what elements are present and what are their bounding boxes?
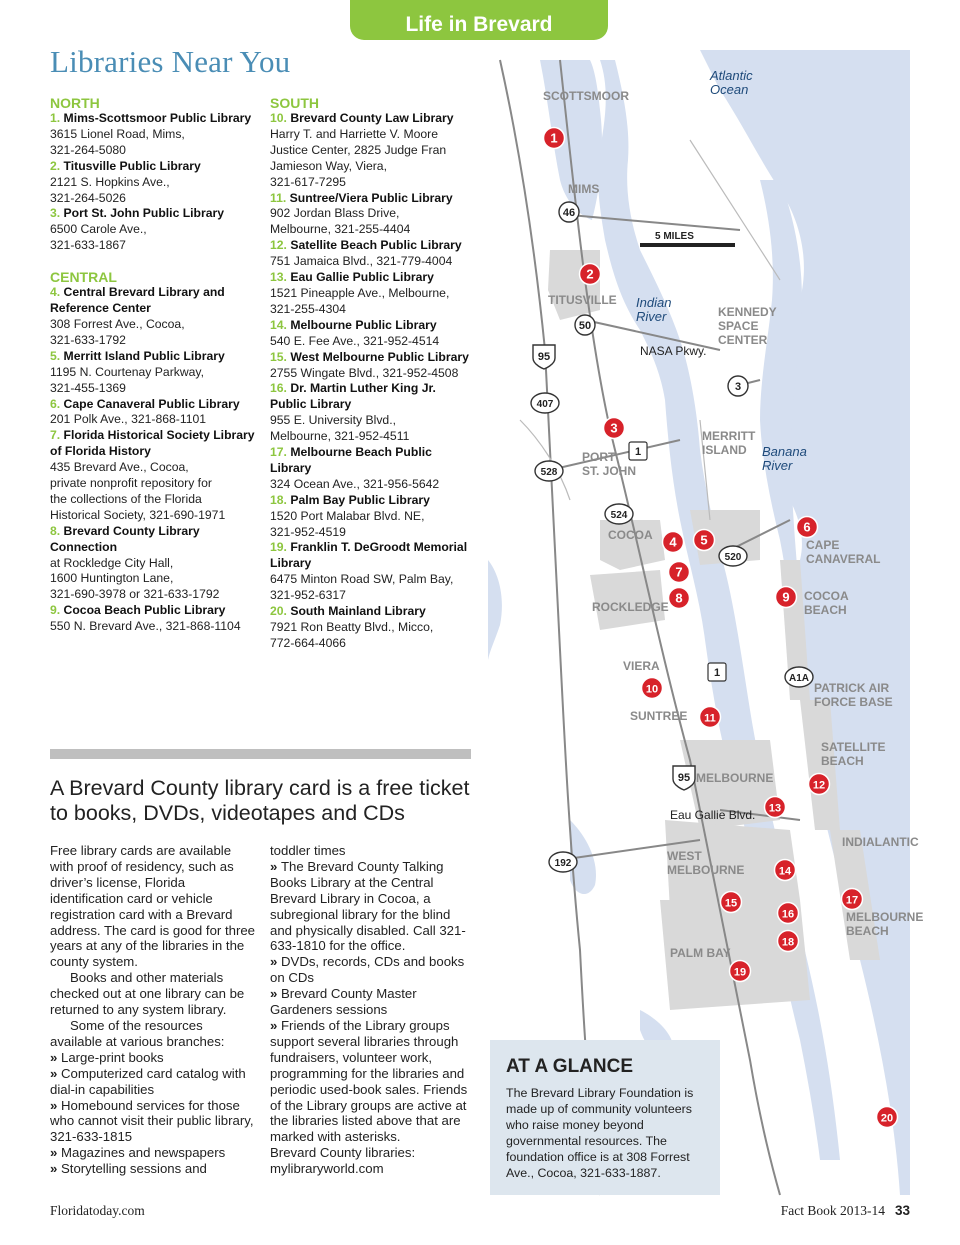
library-title: Cocoa Beach Public Library (60, 603, 226, 618)
library-detail: 321-264-5026 (50, 190, 126, 205)
library-name (270, 318, 475, 334)
route-shield (785, 667, 813, 687)
label-scale: 5 MILES (655, 231, 694, 242)
library-marker (663, 532, 684, 553)
route-shield (559, 202, 579, 222)
library-name (270, 381, 475, 413)
library-marker (642, 678, 663, 699)
svg-text:9: 9 (782, 589, 790, 605)
library-name (50, 206, 255, 222)
library-detail: Historical Society, 321-690-1971 (50, 507, 226, 522)
library-detail: Melbourne, 321-255-4404 (270, 222, 411, 237)
library-title: Central Brevard Library and Reference Center (50, 285, 225, 316)
paragraph-text: DVDs, records, CDs and books on CDs (270, 954, 465, 986)
library-detail: 308 Forrest Ave., Cocoa, (50, 316, 185, 331)
library-entry (50, 397, 255, 429)
paragraph-text: Free library cards are available with proof of residency, such as driver’s license, Florida identification card or vehicle registration card with a Brevard address. The card is good for three years at any of the libraries in the county system. (50, 843, 256, 970)
label-indialantic: INDIALANTIC (842, 835, 919, 849)
library-name (270, 604, 475, 620)
library-detail: 321-633-1867 (50, 238, 126, 253)
north-library-list (50, 111, 255, 254)
library-number: 11. (270, 190, 287, 205)
library-detail: at Rockledge City Hall, (50, 555, 174, 570)
library-detail: the collections of the Florida (50, 491, 202, 506)
svg-text:14: 14 (778, 865, 792, 878)
paragraph-text: toddler times (270, 843, 346, 858)
svg-text:1: 1 (634, 446, 642, 458)
library-name (270, 350, 475, 366)
label-cocoa: COCOA (608, 528, 653, 542)
library-name (270, 540, 475, 572)
footer-website: Floridatoday.com (50, 1203, 145, 1218)
library-detail: 321-952-4519 (270, 524, 346, 539)
label-atlantic: Atlantic Ocean (710, 68, 753, 97)
at-a-glance-box (490, 1040, 720, 1195)
library-detail: 550 N. Brevard Ave., 321-868-1104 (50, 619, 241, 634)
paragraph-text: Brevard County Master Gardeners sessions (270, 986, 417, 1018)
svg-text:12: 12 (812, 779, 826, 792)
bullet-item (50, 1050, 255, 1066)
library-marker (797, 517, 818, 538)
library-number: 20. (270, 604, 287, 619)
library-number: 5. (50, 348, 61, 363)
library-marker (776, 587, 797, 608)
article-body-right (270, 843, 475, 1177)
library-detail: 1195 N. Courtenay Parkway, (50, 364, 204, 379)
library-entry (50, 159, 255, 207)
library-title: Satellite Beach Public Library (286, 238, 462, 253)
library-number: 8. (50, 523, 61, 538)
library-detail: 1520 Port Malabar Blvd. NE, (270, 508, 425, 523)
library-detail: 201 Polk Ave., 321-868-1101 (50, 412, 207, 427)
divider-bar (50, 749, 471, 759)
library-detail: 6500 Carole Ave., (50, 222, 147, 237)
svg-text:1: 1 (550, 130, 558, 146)
footer-publication (781, 1203, 910, 1219)
route-shield (535, 461, 563, 481)
south-library-list (270, 111, 475, 652)
library-marker (775, 860, 796, 881)
library-title: Brevard County Library Connection (50, 523, 200, 554)
svg-text:4: 4 (669, 534, 677, 550)
library-title: Florida Historical Society Library of Florida History (50, 428, 255, 459)
svg-text:17: 17 (845, 894, 859, 907)
route-shield (531, 393, 559, 413)
paragraph-text: The Brevard County Talking Books Library at the Central Brevard Library in Cocoa, a subregional library for the blind and physically disabled. Call 321-633-1810 for the office. (270, 858, 466, 954)
library-entry (270, 350, 475, 382)
svg-text:3: 3 (734, 381, 742, 393)
library-number: 4. (50, 285, 61, 300)
library-name (50, 111, 255, 127)
article-headline: A Brevard County library card is a free ticket to books, DVDs, videotapes and CDs (50, 776, 470, 825)
central-heading: CENTRAL (50, 269, 117, 286)
label-eau-gallie: Eau Gallie Blvd. (670, 808, 756, 822)
library-detail: 6475 Minton Road SW, Palm Bay, (270, 572, 454, 587)
library-entry (270, 604, 475, 652)
svg-text:46: 46 (562, 207, 576, 219)
svg-text:95: 95 (677, 772, 691, 784)
library-number: 13. (270, 270, 287, 285)
label-port-st-john: PORT ST. JOHN (582, 450, 637, 478)
library-detail: 435 Brevard Ave., Cocoa, (50, 460, 189, 475)
library-name (50, 159, 255, 175)
svg-text:20: 20 (880, 1112, 894, 1125)
paragraph-text: Some of the resources available at various branches: (50, 1017, 225, 1049)
library-marker (877, 1107, 898, 1128)
library-marker (778, 931, 799, 952)
library-marker (721, 892, 742, 913)
library-name (270, 445, 475, 477)
library-marker (809, 774, 830, 795)
library-entry (50, 524, 255, 604)
label-viera: VIERA (623, 659, 660, 673)
library-detail: 772-664-4066 (270, 635, 346, 650)
bullet-item (270, 1018, 475, 1145)
library-number: 16. (270, 381, 287, 396)
library-entry (50, 111, 255, 159)
library-detail: 321-633-1792 (50, 332, 126, 347)
bullet-icon: » (50, 1049, 61, 1065)
library-detail: 321-255-4304 (270, 301, 346, 316)
label-cape-canaveral: CAPE CANAVERAL (806, 538, 881, 566)
library-title: Dr. Martin Luther King Jr. Public Library (270, 381, 436, 412)
route-shield (549, 852, 577, 872)
library-detail: Melbourne, 321-952-4511 (270, 429, 410, 444)
route-shield (629, 442, 647, 460)
library-detail: 3615 Lionel Road, Mims, (50, 126, 185, 141)
library-detail: Justice Center, 2825 Judge Fran (270, 142, 447, 157)
bullet-icon: » (50, 1097, 61, 1113)
bullet-item (50, 1066, 255, 1098)
library-number: 9. (50, 603, 61, 618)
library-marker (765, 797, 786, 818)
library-title: Merritt Island Public Library (60, 348, 225, 363)
library-title: Mims-Scottsmoor Public Library (60, 111, 252, 125)
svg-text:13: 13 (768, 802, 782, 815)
library-detail: Jamieson Way, Viera, (270, 158, 387, 173)
library-entry (270, 191, 475, 239)
paragraph (270, 843, 475, 859)
svg-text:19: 19 (733, 966, 747, 979)
bullet-item (270, 986, 475, 1018)
label-nasa-pkwy: NASA Pkwy. (640, 344, 707, 358)
svg-text:11: 11 (704, 712, 716, 725)
library-detail: 2121 S. Hopkins Ave., (50, 174, 170, 189)
paragraph-text: Magazines and newspapers (61, 1145, 226, 1161)
south-column (270, 95, 475, 652)
library-name (270, 493, 475, 509)
svg-text:524: 524 (610, 510, 628, 521)
library-entry (50, 603, 255, 635)
library-marker (842, 889, 863, 910)
library-name (50, 285, 255, 317)
library-number: 18. (270, 492, 287, 507)
library-title: West Melbourne Public Library (286, 349, 469, 364)
svg-text:10: 10 (645, 683, 659, 696)
article-body-left (50, 843, 255, 1177)
svg-text:528: 528 (540, 467, 558, 478)
library-marker (694, 530, 715, 551)
paragraph-text: Homebound services for those who cannot visit their public library, 321-633-1815 (50, 1097, 254, 1145)
library-title: Cape Canaveral Public Library (60, 396, 240, 411)
label-banana-river: Banana River (762, 444, 807, 473)
library-title: Port St. John Public Library (60, 206, 225, 221)
route-shield (575, 315, 595, 335)
library-marker (730, 961, 751, 982)
paragraph-text: Books and other materials checked out at one library can be returned to any system library. (50, 970, 245, 1018)
library-name (270, 270, 475, 286)
library-title: South Mainland Library (286, 604, 426, 619)
library-name (270, 111, 475, 127)
library-detail: private nonprofit repository for (50, 476, 212, 491)
svg-text:192: 192 (554, 858, 572, 869)
library-detail: 7921 Ron Beatty Blvd., Micco, (270, 620, 434, 634)
library-entry (270, 381, 475, 445)
paragraph-text: Storytelling sessions and (61, 1161, 207, 1177)
library-marker (580, 264, 601, 285)
library-title: Brevard County Law Library (286, 111, 454, 125)
library-detail: 321-264-5080 (50, 142, 126, 157)
bullet-item (50, 1161, 255, 1177)
library-number: 10. (270, 111, 287, 125)
library-marker (700, 707, 721, 728)
label-melbourne-beach: MELBOURNE BEACH (846, 910, 924, 938)
library-number: 19. (270, 540, 287, 555)
label-patrick: PATRICK AIR FORCE BASE (814, 681, 893, 709)
library-title: Melbourne Beach Public Library (270, 445, 432, 475)
library-detail: 321-455-1369 (50, 380, 126, 395)
label-suntree: SUNTREE (630, 709, 688, 723)
library-detail: 321-952-6317 (270, 588, 346, 603)
bullet-icon: » (50, 1145, 61, 1161)
label-melbourne: MELBOURNE (696, 771, 774, 785)
svg-text:3: 3 (610, 420, 618, 436)
route-shield (719, 546, 747, 566)
library-entry (270, 318, 475, 350)
library-marker (669, 588, 690, 609)
library-number: 17. (270, 445, 287, 460)
library-detail: 321-617-7295 (270, 174, 346, 189)
library-number: 2. (50, 158, 61, 173)
route-shield (728, 376, 748, 396)
label-indian-river: Indian River (636, 295, 672, 324)
library-marker (669, 562, 690, 583)
label-kennedy: KENNEDY SPACE CENTER (718, 305, 777, 347)
library-name (270, 191, 475, 207)
library-entry (270, 445, 475, 493)
bullet-item (50, 1098, 255, 1146)
library-title: Titusville Public Library (60, 158, 201, 173)
svg-text:2: 2 (586, 266, 594, 282)
library-title: Melbourne Public Library (286, 317, 437, 332)
label-palm-bay: PALM BAY (670, 946, 731, 960)
library-number: 1. (50, 111, 61, 125)
library-entry (270, 238, 475, 270)
svg-text:95: 95 (537, 351, 551, 363)
library-name (50, 397, 255, 413)
library-entry (270, 493, 475, 541)
library-number: 14. (270, 317, 287, 332)
bullet-icon: » (270, 986, 281, 1002)
bullet-icon: » (50, 1065, 61, 1081)
library-title: Palm Bay Public Library (286, 492, 430, 507)
svg-text:16: 16 (781, 908, 795, 921)
library-entry (50, 285, 255, 349)
library-marker (604, 418, 625, 439)
library-map (488, 50, 924, 1195)
svg-text:50: 50 (578, 320, 592, 332)
library-detail: 1521 Pineapple Ave., Melbourne, (270, 285, 450, 300)
bullet-item (270, 954, 475, 986)
svg-text:520: 520 (724, 552, 742, 563)
svg-text:5: 5 (700, 532, 708, 548)
library-entry (270, 111, 475, 191)
svg-text:18: 18 (781, 936, 795, 949)
library-number: 3. (50, 206, 61, 221)
label-satellite: SATELLITE BEACH (821, 740, 886, 768)
library-entry (50, 206, 255, 254)
library-entry (50, 349, 255, 397)
label-scottsmoor: SCOTTSMOOR (543, 89, 629, 103)
library-name (270, 238, 475, 254)
paragraph-text: Large-print books (61, 1049, 164, 1065)
paragraph (50, 1018, 255, 1050)
glance-title: AT A GLANCE (506, 1056, 634, 1077)
paragraph (270, 1145, 475, 1177)
library-detail: 1600 Huntington Lane, (50, 571, 174, 586)
route-shield (708, 663, 726, 681)
library-number: 7. (50, 428, 61, 443)
central-library-list (50, 285, 255, 635)
label-rockledge: ROCKLEDGE (592, 600, 669, 614)
paragraph-text: Brevard County libraries: mylibraryworld.com (270, 1145, 416, 1177)
library-entry (50, 428, 255, 523)
paragraph-text: Friends of the Library groups support several libraries through fundraisers, volunteer work, programming for the libraries and periodic used-book sales. Friends of the Library groups are active at the libraries listed above that are marked with asterisks. (270, 1017, 468, 1145)
north-central-column (50, 95, 255, 635)
page-title: Libraries Near You (50, 44, 291, 79)
paragraph-text: Computerized card catalog with dial-in capabilities (50, 1065, 246, 1097)
library-marker (544, 128, 565, 149)
library-marker (778, 903, 799, 924)
library-title: Suntree/Viera Public Library (286, 190, 453, 205)
footer-title: Fact Book 2013-14 (780, 1203, 885, 1218)
page-number: 33 (894, 1203, 910, 1218)
section-banner: Life in Brevard (350, 0, 608, 40)
library-number: 15. (270, 349, 287, 364)
library-detail: 540 E. Fee Ave., 321-952-4514 (270, 333, 440, 348)
north-heading: NORTH (50, 95, 100, 111)
library-detail: 324 Ocean Ave., 321-956-5642 (270, 476, 440, 491)
library-entry (270, 540, 475, 604)
library-name (50, 603, 255, 619)
library-name (50, 524, 255, 556)
bullet-icon: » (50, 1161, 61, 1177)
south-heading: SOUTH (270, 95, 319, 111)
svg-text:6: 6 (803, 519, 811, 535)
svg-text:8: 8 (675, 590, 683, 606)
paragraph (50, 843, 255, 970)
label-mims: MIMS (568, 182, 600, 196)
library-title: Franklin T. DeGroodt Memorial Library (270, 540, 468, 571)
library-detail: 751 Jamaica Blvd., 321-779-4004 (270, 254, 453, 269)
library-detail: Harry T. and Harriette V. Moore (270, 126, 438, 141)
library-detail: 321-690-3978 or 321-633-1792 (50, 587, 220, 602)
svg-text:15: 15 (724, 897, 738, 910)
library-name (50, 349, 255, 365)
library-entry (270, 270, 475, 318)
bullet-icon: » (270, 858, 281, 874)
library-detail: 955 E. University Blvd., (270, 413, 396, 428)
glance-text: The Brevard Library Foundation is made up of community volunteers who raise money beyond governmental resources. The foundation office is at 308 Forrest Ave., Cocoa, 321-633-1887. (506, 1086, 694, 1180)
label-titusville: TITUSVILLE (548, 293, 617, 307)
paragraph (50, 970, 255, 1018)
library-detail: 902 Jordan Blass Drive, (270, 206, 400, 221)
bullet-item (270, 859, 475, 954)
route-shield (605, 504, 633, 524)
label-cocoa-beach: COCOA BEACH (804, 589, 849, 617)
svg-text:1: 1 (713, 667, 721, 679)
bullet-icon: » (270, 954, 281, 970)
library-title: Eau Gallie Public Library (286, 270, 434, 285)
svg-text:407: 407 (536, 399, 554, 410)
library-name (50, 428, 255, 460)
bullet-icon: » (270, 1017, 281, 1033)
svg-text:A1A: A1A (788, 673, 810, 684)
svg-text:7: 7 (675, 564, 683, 580)
library-detail: 2755 Wingate Blvd., 321-952-4508 (270, 365, 459, 380)
library-number: 6. (50, 396, 61, 411)
label-west-melbourne: WEST MELBOURNE (667, 849, 745, 877)
library-number: 12. (270, 238, 287, 253)
bullet-item (50, 1145, 255, 1161)
label-merritt: MERRITT ISLAND (702, 429, 756, 457)
